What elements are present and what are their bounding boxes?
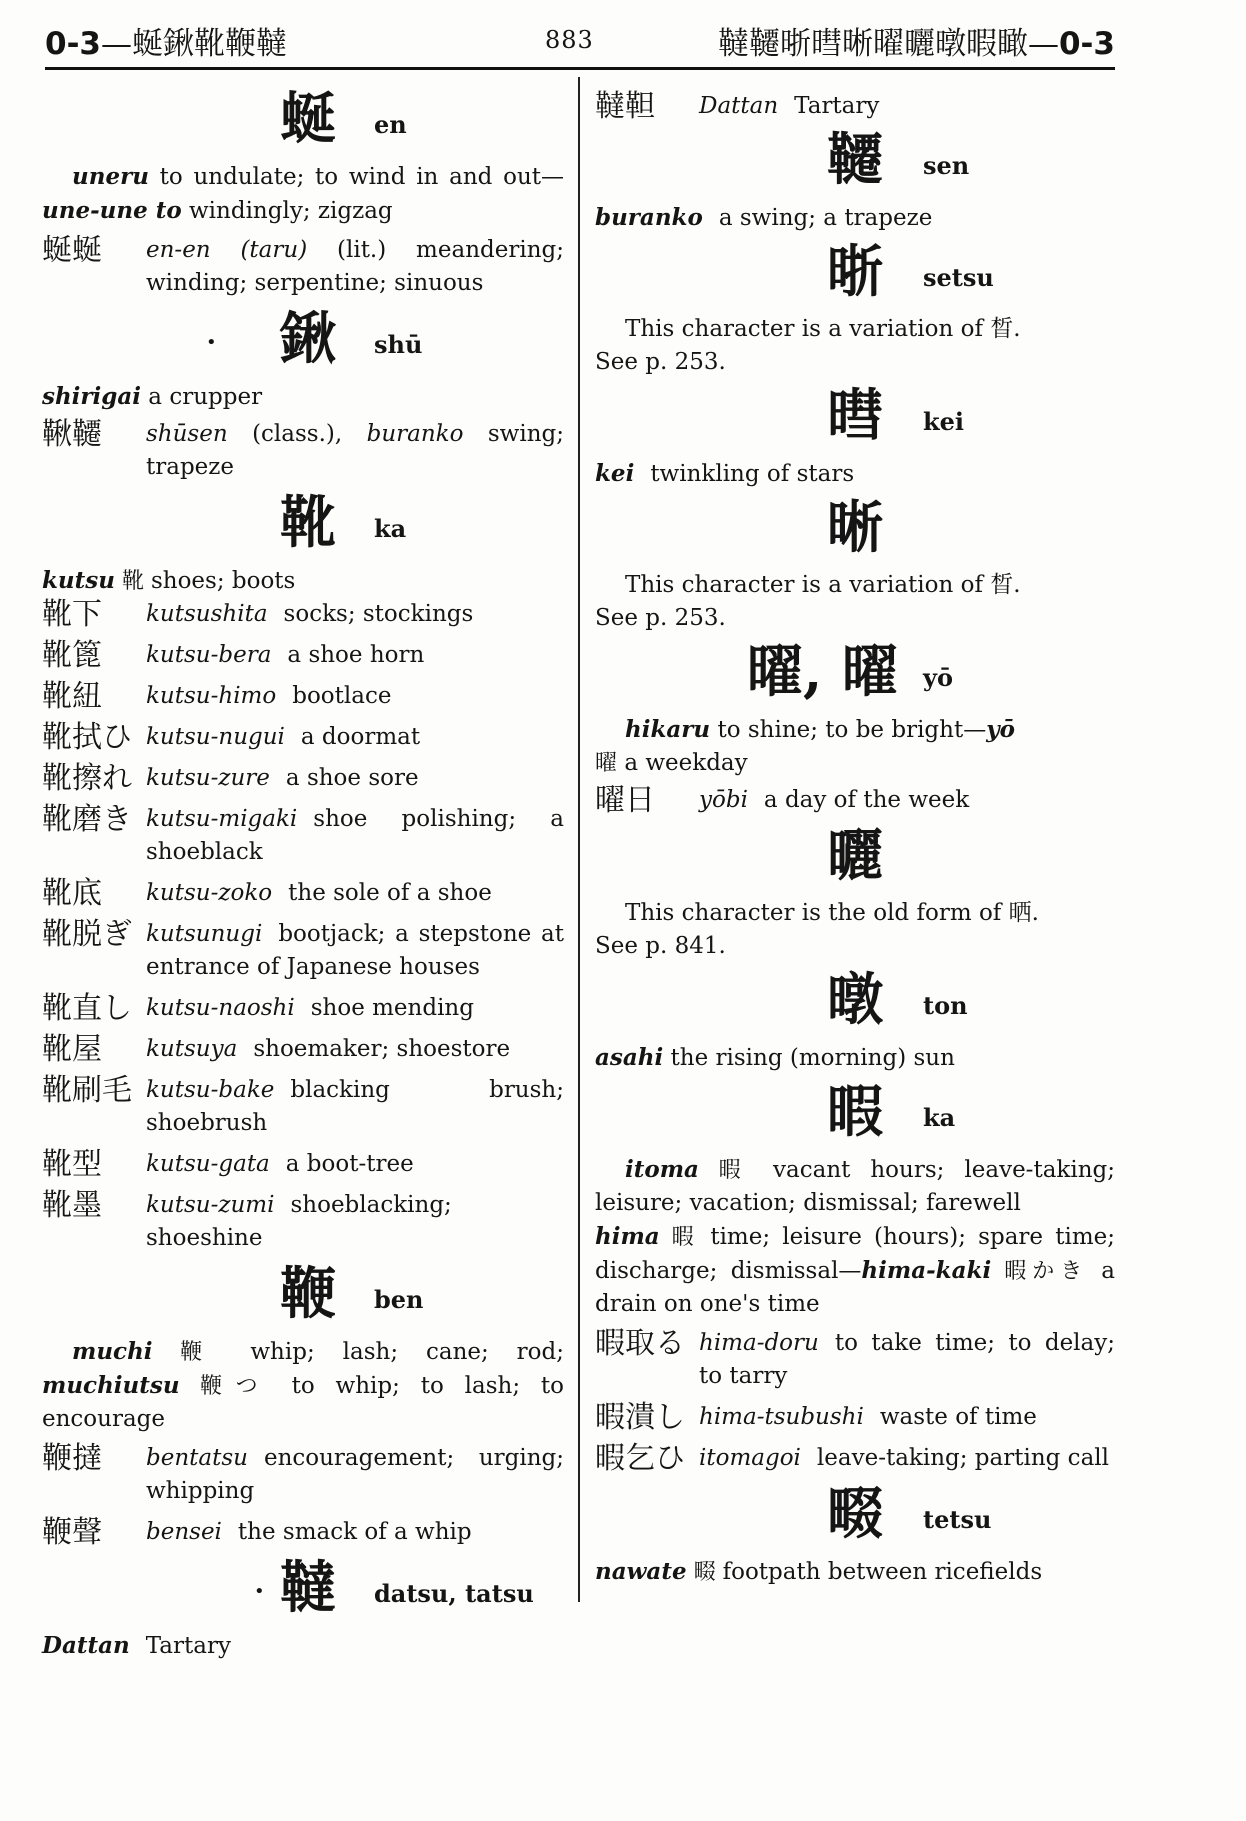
entry-head-tetsu [595,1483,1115,1553]
entry-head-ben [42,1263,564,1333]
compound-gloss: a day of the week [763,787,970,813]
entry-head-ka [42,492,564,562]
column-divider [578,77,580,1602]
compound-kanji: 靴墨 [42,1188,102,1223]
compound-gloss: waste of time [879,1404,1037,1430]
compound-gloss: a shoe horn [287,642,425,668]
compound-entry [42,1148,564,1181]
compound-entry [42,877,564,910]
kanji-inline: 曜 [595,751,618,776]
entry-head-sen [595,129,1115,199]
compound-kanji: 鞭聲 [42,1515,102,1550]
headword-reading: ton [923,991,968,1020]
compound-romaji: kutsu-zoko [146,880,273,906]
definition [42,1629,564,1663]
compound-kanji: 暇取る [595,1326,685,1361]
headword-kanji: 韃 [280,1555,336,1621]
romaji: Dattan [42,1632,130,1659]
entry-head-sai [595,825,1115,895]
romaji: muchiutsu [42,1372,180,1399]
header-right-chars: 韃韆晣暳晰曜曬暾暇瞰— [717,26,1059,62]
romaji: muchi [72,1338,153,1365]
definition [595,713,1115,780]
compound-gloss: shoemaker; shoestore [253,1036,511,1062]
compound-entry [42,918,564,984]
cross-reference: This character is a variation of 晳. [625,572,1021,598]
compound-gloss: socks; stockings [283,601,474,627]
compound-gloss: shoe polishing; a shoeblack [146,806,564,865]
compound-entry [42,721,564,754]
header-left-code: 0-3 [45,26,102,62]
romaji: hikaru [625,716,711,743]
compound-gloss: swing; trapeze [146,421,564,480]
headword-reading: tetsu [923,1505,992,1534]
headword-reading: shū [374,330,423,359]
kanji-inline: 鞭つ [179,1374,292,1399]
headword-kanji: 暳 [827,383,883,449]
headword-kanji: 韆 [827,127,883,193]
compound-entry [42,234,564,300]
headword-reading: yō [923,663,953,692]
gloss: the rising (morning) sun [663,1045,955,1071]
compound-gloss: Tartary [794,93,880,119]
compound-romaji: kutsushita [146,601,268,627]
compound-romaji: kutsu-zure [146,765,270,791]
entry-head-datsu [42,1557,564,1627]
cross-reference: This character is the old form of 晒. [625,900,1039,926]
romaji: hima [595,1223,660,1250]
compound-gloss: bootjack; a stepstone at entrance of Japanese houses [146,921,564,980]
headword-kanji: 暾 [827,967,883,1033]
entry-head-kei [595,385,1115,455]
headword-reading: datsu, tatsu [374,1579,534,1608]
definition [595,1153,1115,1220]
compound-entry [42,418,564,484]
compound-romaji: kutsu-migaki [146,806,298,832]
headword-kanji: 曜, 曜 [747,639,898,705]
entry-head-en [42,88,564,158]
left-column [42,82,564,1663]
headword-reading: ka [374,514,407,543]
headword-reading: ka [923,1103,956,1132]
definition [595,201,1115,235]
compound-gloss: a doormat [300,724,421,750]
compound-entry [42,680,564,713]
gloss: twinkling of stars [650,461,855,487]
kanji-inline: 畷 [686,1560,723,1585]
romaji: buranko [595,204,703,231]
gloss: whip; lash; cane; rod; [250,1339,564,1365]
definition [595,1555,1115,1589]
gloss: a weekday [617,750,748,776]
entry-head-setsu [595,241,1115,311]
headword-kanji: 曬 [827,823,883,889]
compound-romaji: kutsu-bake [146,1077,275,1103]
compound-kanji: 靴下 [42,597,102,632]
compound-romaji: buranko [366,421,464,447]
kanji-inline: 鞭 [152,1340,251,1365]
headword-kanji: 鍬 [280,306,336,372]
compound-entry [42,639,564,672]
compound-romaji: kutsu-zumi [146,1192,275,1218]
entry-head-ton [595,969,1115,1039]
see-page: See p. 253. [595,349,726,375]
compound-kanji: 靴刷毛 [42,1073,132,1108]
compound-romaji: en-en [146,237,211,263]
header-right [718,18,1115,63]
romaji: asahi [595,1044,664,1071]
page-header [45,18,1115,64]
compound-kanji: 鞦韆 [42,417,102,452]
definition [595,1220,1115,1321]
compound-romaji: yōbi [699,787,748,813]
compound-entry [42,1516,564,1549]
compound-gloss: shoe mending [310,995,474,1021]
compound-romaji: kutsunugi [146,921,263,947]
headword-kanji: 暇 [827,1079,883,1145]
compound-romaji: bentatsu [146,1445,248,1471]
headword-reading: en [374,110,407,139]
compound-entry [42,762,564,795]
headword-kanji: 鞭 [280,1261,336,1327]
compound-entry [42,992,564,1025]
romaji: hima-kaki [861,1257,992,1284]
definition [42,1335,564,1436]
entry-head-ka2 [595,1081,1115,1151]
compound-kanji: 靴型 [42,1147,102,1182]
gloss: to whip; to lash; to encourage [42,1373,564,1432]
compound-kanji: 韃靼 [595,89,655,124]
kanji-inline: 暇 [659,1225,711,1250]
compound-gloss: a boot-tree [285,1151,414,1177]
header-right-code: 0-3 [1058,26,1115,62]
header-left-chars: —蜒鍬靴鞭韃 [101,26,288,62]
header-rule [45,67,1115,70]
kanji-inline: 暇かき [991,1259,1102,1284]
headword-kanji: 蜒 [280,86,336,152]
headword-kanji: 靴 [280,490,336,556]
compound-note: (taru) [210,237,308,263]
compound-romaji: kutsuya [146,1036,238,1062]
see-page: See p. 253. [595,605,726,631]
definition [595,1041,1115,1075]
definition [42,160,564,228]
compound-kanji: 靴脱ぎ [42,917,132,952]
compound-gloss: shoeblacking; shoeshine [146,1192,452,1251]
compound-kanji: 靴磨き [42,802,132,837]
compound-romaji: hima-tsubushi [699,1404,864,1430]
headword-reading: setsu [923,263,994,292]
gloss: shoes; boots [150,568,296,594]
compound-kanji: 暇乞ひ [595,1441,685,1476]
compound-entry [42,1074,564,1140]
compound-list [595,1327,1115,1475]
compound-kanji: 靴直し [42,991,132,1026]
gloss: footpath between ricefields [722,1559,1043,1585]
compound-kanji: 靴屋 [42,1032,102,1067]
kanji-inline: 暇 [698,1158,774,1183]
definition [595,457,1115,491]
compound-romaji: Dattan [699,93,779,119]
headword-reading: sen [923,151,970,180]
compound-romaji: shūsen [146,421,228,447]
compound-romaji: itomagoi [699,1445,801,1471]
compound-kanji: 鞭撻 [42,1441,102,1476]
headword-kanji: 晰 [827,495,883,561]
romaji: kutsu [42,567,115,594]
compound-kanji: 暇潰し [595,1400,685,1435]
gloss: a drain on one's time [595,1258,1115,1317]
compound-entry [42,1189,564,1255]
bullet-mark: • [206,332,217,353]
compound-entry [595,1401,1115,1434]
compound-gloss: leave-taking; parting call [816,1445,1109,1471]
compound-entry [595,1442,1115,1475]
gloss: windingly; zigzag [181,198,393,224]
gloss: a swing; a trapeze [718,205,933,231]
headword-kanji: 畷 [827,1481,883,1547]
compound-romaji: kutsu-himo [146,683,277,709]
gloss: to undulate; to wind in and out— [148,164,564,190]
header-left [45,18,287,63]
compound-kanji: 靴擦れ [42,761,132,796]
gloss: Tartary [145,1633,231,1659]
compound-romaji: kutsu-nugui [146,724,285,750]
see-page: See p. 841. [595,933,726,959]
romaji: itoma [625,1156,699,1183]
compound-romaji: bensei [146,1519,222,1545]
headword-reading: ben [374,1285,424,1314]
compound-entry [42,803,564,869]
compound-gloss: blacking brush; shoebrush [146,1077,564,1136]
compound-list [42,598,564,1255]
compound-romaji: kutsu-naoshi [146,995,295,1021]
kanji-inline: 靴 [114,569,151,594]
compound-entry [42,1033,564,1066]
compound-entry [42,1442,564,1508]
compound-kanji: 靴底 [42,876,102,911]
compound-kanji: 蜒蜒 [42,233,102,268]
page-number: 883 [545,26,594,54]
entry-head-yo [595,641,1115,711]
right-column [595,82,1115,1589]
gloss: a crupper [141,384,263,410]
compound-entry [595,1327,1115,1393]
compound-gloss: the smack of a whip [237,1519,472,1545]
bullet-mark: • [254,1581,265,1602]
compound-gloss: to take time; to delay; to tarry [699,1330,1115,1389]
definition [42,380,564,414]
romaji: kei [595,460,635,487]
cross-reference: This character is a variation of 晳. [625,316,1021,342]
entry-head-seki [595,497,1115,567]
compound-gloss: encouragement; urging; whipping [146,1445,564,1504]
romaji: uneru [72,163,149,190]
compound-gloss: a shoe sore [285,765,419,791]
compound-gloss: bootlace [292,683,392,709]
headword-reading: kei [923,407,965,436]
compound-gloss: (class.), [227,421,367,447]
compound-kanji: 靴篦 [42,638,102,673]
compound-gloss: (lit.) meandering; winding; serpentine; sinuous [146,237,564,296]
compound-romaji: hima-doru [699,1330,819,1356]
compound-kanji: 靴拭ひ [42,720,132,755]
gloss: to shine; to be bright— [710,717,987,743]
romaji: shirigai [42,383,141,410]
definition [42,564,564,598]
entry-head-shu [42,308,564,378]
gloss: vacant hours; leave-taking; leisure; vacation; dismissal; farewell [595,1157,1115,1216]
compound-kanji: 曜日 [595,783,655,818]
compound-gloss: the sole of a shoe [288,880,492,906]
compound-kanji: 靴紐 [42,679,102,714]
compound-romaji: kutsu-gata [146,1151,270,1177]
headword-kanji: 晣 [827,239,883,305]
gloss: time; leisure (hours); spare time; discharge; dismissal— [595,1224,1115,1284]
romaji: une-une to [42,197,182,224]
romaji: nawate [595,1558,687,1585]
romaji: yō [986,716,1015,743]
compound-romaji: kutsu-bera [146,642,272,668]
compound-entry [595,90,1115,123]
compound-entry [595,784,1115,817]
compound-entry [42,598,564,631]
